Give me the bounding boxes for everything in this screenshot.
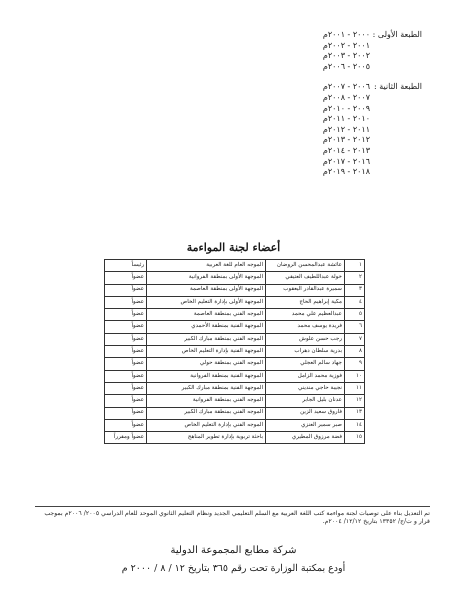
member-position: الموجه الفني بمنطقة مبارك الكبير	[147, 407, 266, 419]
member-role: عضواً	[105, 370, 147, 382]
edition-label	[370, 157, 422, 168]
table-row	[105, 382, 365, 394]
table-row	[105, 309, 365, 321]
member-role: رئيساً	[105, 260, 147, 272]
edition-years: ٢٠٠٢ - ٢٠٠٣م	[322, 51, 370, 61]
member-position: الموجهة الفنية بمنطقة الفروانية	[147, 370, 266, 382]
edition-years: ٢٠٠٠ - ٢٠٠١م	[322, 30, 370, 39]
member-position: باحثة تربوية بإدارة تطوير المناهج	[147, 432, 266, 444]
edition-years: ٢٠٠٧ - ٢٠٠٨م	[322, 92, 370, 102]
edition-row	[262, 146, 422, 157]
edition-years: ٢٠١٦ - ٢٠١٧م	[322, 156, 370, 166]
edition-row	[262, 167, 422, 178]
edition-label	[370, 114, 422, 125]
member-number: ٥	[345, 309, 365, 321]
member-position: الموجهة الفنية بإدارة التعليم الخاص	[147, 346, 266, 358]
edition-years: ٢٠١١ - ٢٠١٢م	[322, 124, 370, 134]
table-row	[105, 419, 365, 431]
edition-row	[262, 125, 422, 136]
member-name: عدنان بليل الجابر	[266, 395, 345, 407]
edition-row	[262, 62, 422, 73]
member-role: عضواً	[105, 296, 147, 308]
member-name: سميرة عبدالقادر اليعقوب	[266, 284, 345, 296]
member-role: عضواً	[105, 358, 147, 370]
table-row	[105, 260, 365, 272]
table-row	[105, 272, 365, 284]
editions-list	[262, 30, 422, 178]
deposit-line: أودع بمكتبة الوزارة تحت رقم ٣٦٥ بتاريخ ١٢ / ٨ / ٢٠٠٠ م	[121, 563, 346, 574]
edition-years: ٢٠١٠ - ٢٠١١م	[322, 114, 370, 124]
member-name: فاروق سعيد الزين	[266, 407, 345, 419]
edition-label	[370, 93, 422, 104]
edition-label	[370, 135, 422, 146]
edition-years: ٢٠١٢ - ٢٠١٣م	[322, 135, 370, 145]
member-number: ٨	[345, 346, 365, 358]
table-row	[105, 296, 365, 308]
member-number: ١١	[345, 382, 365, 394]
member-role: عضواً	[105, 272, 147, 284]
member-role: عضواً	[105, 333, 147, 345]
member-number: ٧	[345, 333, 365, 345]
committee-title: أعضاء لجنة المواءمة	[186, 241, 281, 254]
table-row	[105, 333, 365, 345]
edition-label	[370, 104, 422, 115]
member-name: نجيبة حاجي منديني	[266, 382, 345, 394]
member-number: ١٥	[345, 432, 365, 444]
member-number: ٦	[345, 321, 365, 333]
edition-years: ٢٠٠٥ - ٢٠٠٦م	[322, 61, 370, 71]
member-name: بدرية سلطان دهراب	[266, 346, 345, 358]
member-position: الموجهة الفنية بمنطقة الأحمدي	[147, 321, 266, 333]
publisher-name: شركة مطابع المجموعة الدولية	[170, 545, 297, 556]
member-name: عائشة عبدالمحسن الروضان	[266, 260, 345, 272]
member-position: الموجه الفني بإدارة التعليم الخاص	[147, 419, 266, 431]
edition-label	[370, 125, 422, 136]
member-name: عبدالعظيم علي محمد	[266, 309, 345, 321]
edition-row	[262, 93, 422, 104]
table-row	[105, 407, 365, 419]
member-number: ٩	[345, 358, 365, 370]
edition-label: الطبعة الثانية :	[373, 82, 422, 92]
edition-row	[262, 104, 422, 115]
edition-row	[262, 135, 422, 146]
edition-label	[370, 41, 422, 52]
member-role: عضواً	[105, 419, 147, 431]
member-name: رجب حسن علوش	[266, 333, 345, 345]
member-position: الموجهة الأولى بمنطقة الفروانية	[147, 272, 266, 284]
member-number: ١٣	[345, 407, 365, 419]
edition-years: ٢٠١٣ - ٢٠١٤م	[322, 145, 370, 155]
table-row	[105, 284, 365, 296]
member-name: فوزية محمد الزامل	[266, 370, 345, 382]
member-role: عضواً	[105, 395, 147, 407]
table-row	[105, 321, 365, 333]
edition-row	[262, 82, 422, 93]
table-row	[105, 370, 365, 382]
edition-label: الطبعة الأولى :	[372, 30, 422, 39]
footnote-divider	[35, 506, 430, 507]
edition-years: ٢٠١٨ - ٢٠١٩م	[322, 167, 370, 177]
edition-label	[370, 167, 422, 178]
member-role: عضواً	[105, 321, 147, 333]
member-name: فريدة يوسف محمد	[266, 321, 345, 333]
member-role: عضواً	[105, 382, 147, 394]
member-position: الموجه الفني بمنطقة العاصمة	[147, 309, 266, 321]
edition-years: ٢٠٠٩ - ٢٠١٠م	[322, 103, 370, 113]
edition-row	[262, 114, 422, 125]
edition-row	[262, 30, 422, 41]
member-name: صبر سمير العنزي	[266, 419, 345, 431]
member-number: ١٢	[345, 395, 365, 407]
edition-years: ٢٠٠١ - ٢٠٠٢م	[322, 40, 370, 50]
member-number: ١٤	[345, 419, 365, 431]
member-position: الموجه الفني بمنطقة الفروانية	[147, 395, 266, 407]
member-name: مكية إبراهيم الحاج	[266, 296, 345, 308]
edition-label	[370, 51, 422, 62]
edition-years: ٢٠٠٦ - ٢٠٠٧م	[322, 82, 370, 92]
member-position: الموجهة الفنية بمنطقة مبارك الكبير	[147, 382, 266, 394]
member-number: ٤	[345, 296, 365, 308]
member-number: ٢	[345, 272, 365, 284]
table-row	[105, 346, 365, 358]
member-role: عضواً ومقرراً	[105, 432, 147, 444]
table-row	[105, 358, 365, 370]
member-role: عضواً	[105, 284, 147, 296]
edition-label	[370, 62, 422, 73]
edition-row	[262, 157, 422, 168]
member-name: خولة عبداللطيف العتيقي	[266, 272, 345, 284]
member-name: جهاد سالم العجلي	[266, 358, 345, 370]
member-number: ١	[345, 260, 365, 272]
member-position: الموجهة الأولى بإدارة التعليم الخاص	[147, 296, 266, 308]
member-position: الموجه الفني بمنطقة مبارك الكبير	[147, 333, 266, 345]
edition-label	[370, 146, 422, 157]
member-number: ١٠	[345, 370, 365, 382]
member-role: عضواً	[105, 407, 147, 419]
member-role: عضواً	[105, 309, 147, 321]
member-position: الموجه العام للغة العربية	[147, 260, 266, 272]
editions-gap	[262, 72, 422, 82]
member-position: الموجه الفني بمنطقة حولي	[147, 358, 266, 370]
member-position: الموجهة الأولى بمنطقة العاصمة	[147, 284, 266, 296]
edition-row	[262, 51, 422, 62]
footnote-text: تم التعديل بناء على توصيات لجنة مواءمة كتب اللغة العربية مع السلم التعليمي الجديد ونظام التعليم الثانوي الموحد للعام الدراسي ٢٠٠٥/ ٢٠٠٦م بموجب قرار و ت/ج/ ١٣٣٥٢ بتاريخ ١٢/١٢/ ٢٠٠٤م.	[44, 510, 430, 526]
table-row	[105, 395, 365, 407]
committee-table	[104, 259, 365, 444]
member-role: عضواً	[105, 346, 147, 358]
edition-row	[262, 41, 422, 52]
member-name: فضة مرزوق المطيري	[266, 432, 345, 444]
table-row	[105, 432, 365, 444]
member-number: ٣	[345, 284, 365, 296]
